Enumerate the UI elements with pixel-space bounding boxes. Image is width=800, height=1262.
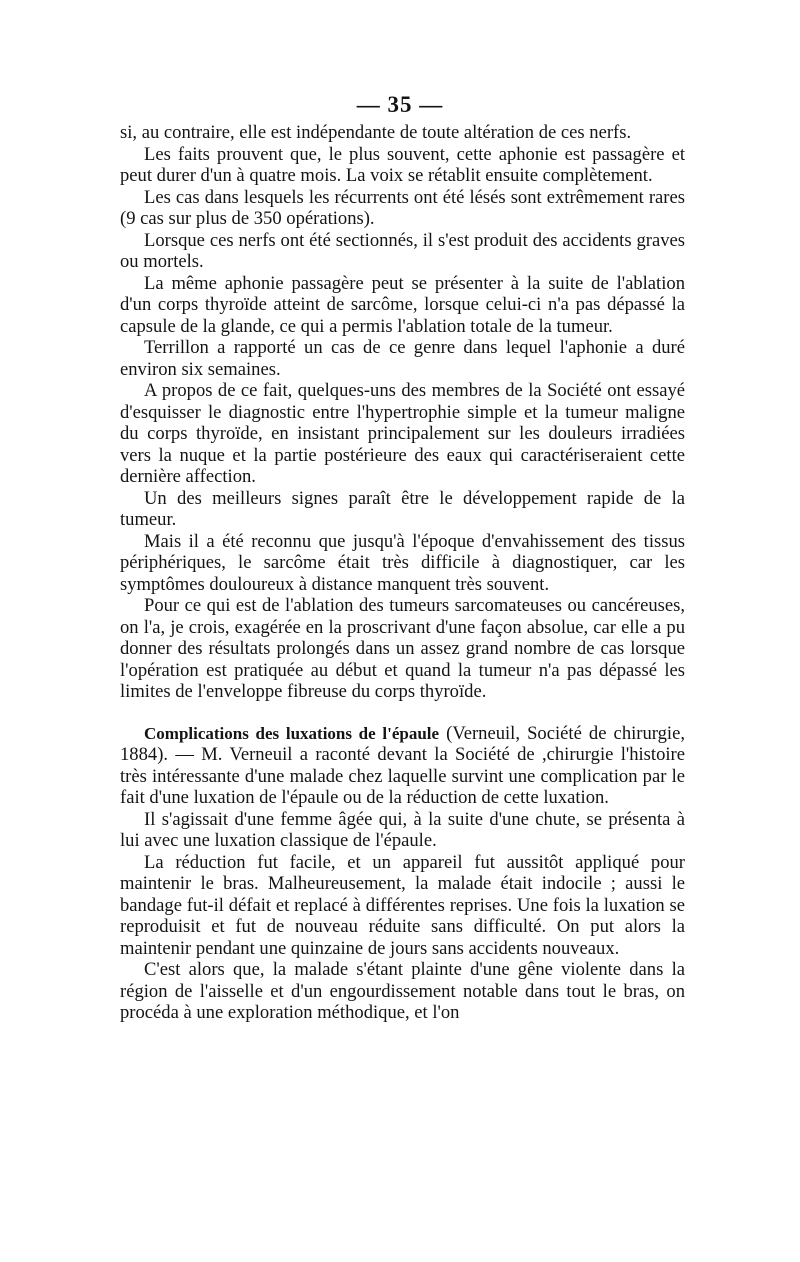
paragraph: Les cas dans lesquels les récurrents ont été lésés sont extrêmement rares (9 cas sur plus de 350 opérations).: [120, 186, 685, 229]
paragraph: A propos de ce fait, quelques-uns des membres de la Société ont essayé d'esquisser le diagnostic entre l'hypertrophie simple et la tumeur maligne du corps thyroïde, en insistant principalement sur les douleurs irradiées vers la nuque et la partie postérieure des eaux qui caractériseraient cette dernière affection.: [120, 380, 685, 487]
paragraph: Les faits prouvent que, le plus souvent, cette aphonie est passagère et peut durer d'un à quatre mois. La voix se rétablit ensuite complètement.: [120, 143, 685, 186]
page-number: — 35 —: [356, 92, 444, 117]
paragraph: si, au contraire, elle est indépendante de toute altération de ces nerfs.: [120, 122, 632, 143]
paragraph: C'est alors que, la malade s'étant plainte d'une gêne violente dans la région de l'aisselle et d'un engourdissement notable dans tout le bras, on procéda à une exploration méthodique, et l'on: [120, 959, 685, 1023]
paragraph: Lorsque ces nerfs ont été sectionnés, il s'est produit des accidents graves ou mortels.: [120, 229, 685, 272]
paragraph: Pour ce qui est de l'ablation des tumeurs sarcomateuses ou cancéreuses, on l'a, je crois, exagérée en la proscrivant d'une façon absolue, car elle a pu donner des résultats prolongés dans un assez grand nombre de cas lorsque l'opération est pratiquée au début et quand la tumeur n'a pas dépassé les limites de l'enveloppe fibreuse du corps thyroïde.: [120, 595, 685, 702]
page-body: [120, 122, 685, 1024]
paragraph: Mais il a été reconnu que jusqu'à l'époque d'envahissement des tissus périphériques, le sarcôme était très difficile à diagnostiquer, car les symptômes douloureux à distance manquent très souvent.: [120, 530, 685, 595]
paragraph: Il s'agissait d'une femme âgée qui, à la suite d'une chute, se présenta à lui avec une luxation classique de l'épaule.: [120, 808, 685, 851]
paragraph: La même aphonie passagère peut se présenter à la suite de l'ablation d'un corps thyroïde atteint de sarcôme, lorsque celui-ci n'a pas dépassé la capsule de la glande, ce qui a permis l'ablation totale de la tumeur.: [120, 272, 685, 337]
paragraph: La réduction fut facile, et un appareil fut aussitôt appliqué pour maintenir le bras. Malheureusement, la malade était indocile ; aussi le bandage fut-il défait et replacé à différentes reprises. Une fois la luxation se reproduisit et fut de nouveau réduite sans difficulté. On put alors la maintenir pendant une quinzaine de jours sans accidents nouveaux.: [120, 851, 685, 959]
section-intro-paragraph: [120, 723, 685, 809]
section-intro-text: (Verneuil, Société de chirurgie, 1884). — M. Verneuil a raconté devant la Société de ,chirurgie l'histoire très intéressante d'une malade chez laquelle survint une complication par le fait d'une luxation de l'épaule ou de la réduction de cette luxation.: [120, 722, 685, 808]
paragraph: Un des meilleurs signes paraît être le développement rapide de la tumeur.: [120, 487, 685, 530]
paragraph: Terrillon a rapporté un cas de ce genre dans lequel l'aphonie a duré environ six semaines.: [120, 337, 685, 380]
section-title: Complications des luxations de l'épaule: [144, 723, 440, 743]
